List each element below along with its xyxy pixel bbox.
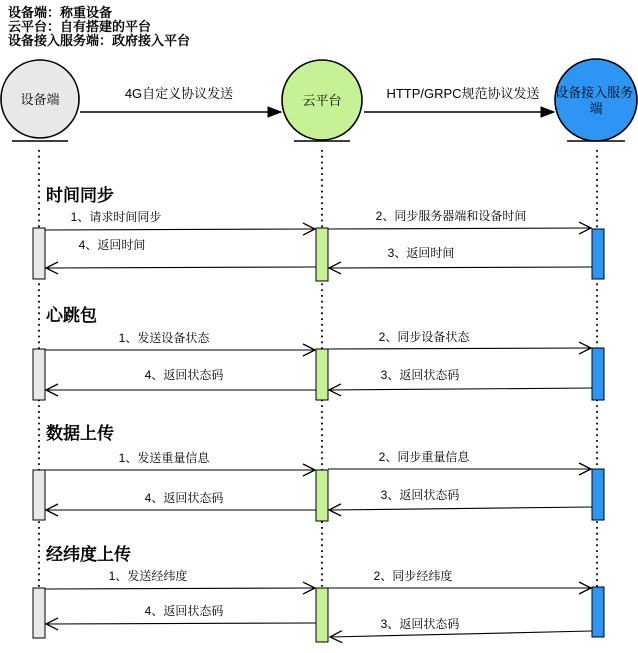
message-label: 1、请求时间同步 [70, 210, 162, 224]
legend-line-device: 设备端：称重设备 [8, 5, 113, 20]
message-line [46, 623, 316, 624]
message-label: 1、发送设备状态 [118, 331, 210, 345]
message-label: 2、同步服务器端和设备时间 [375, 209, 527, 223]
section-title-data-upload: 数据上传 [46, 424, 114, 443]
activation-bar-device [33, 470, 45, 520]
activation-bar-cloud [316, 349, 328, 400]
message-label: 4、返回时间 [78, 238, 146, 252]
message-label: 4、返回状态码 [144, 604, 224, 618]
activation-bar-cloud [316, 228, 328, 281]
actor-server-label-line2: 端 [589, 101, 603, 116]
activation-bar-device [33, 349, 45, 400]
actor-server-circle [555, 59, 637, 141]
message-label: 1、发送经纬度 [108, 569, 188, 583]
message-label: 4、返回状态码 [144, 368, 224, 382]
message-line [330, 631, 592, 637]
activation-bar-server [592, 229, 604, 279]
section-title-heartbeat: 心跳包 [46, 306, 97, 325]
message-label: 4、返回状态码 [144, 491, 224, 505]
section-title-latlng-upload: 经纬度上传 [46, 545, 131, 564]
message-label: 1、发送重量信息 [118, 451, 210, 465]
message-line [329, 507, 592, 510]
actor-device-label: 设备端 [20, 92, 60, 107]
protocol-label-cloud-to-server: HTTP/GRPC规范协议发送 [386, 86, 540, 101]
protocol-label-device-to-cloud: 4G自定义协议发送 [124, 86, 234, 101]
message-line [45, 588, 315, 589]
message-line [328, 228, 591, 229]
message-line [45, 229, 315, 230]
activation-bar-cloud [316, 588, 328, 642]
section-title-time-sync: 时间同步 [46, 186, 114, 205]
message-line [328, 348, 591, 349]
legend-line-cloud: 云平台：自有搭建的平台 [8, 19, 152, 34]
activation-bar-server [592, 587, 604, 637]
message-label: 3、返回时间 [387, 246, 455, 260]
actor-server-label-line1: 设备接入服务 [555, 85, 634, 100]
message-label: 3、返回状态码 [380, 368, 460, 382]
message-label: 2、同步重量信息 [378, 450, 470, 464]
message-label: 2、同步设备状态 [378, 330, 470, 344]
activation-bar-device [33, 228, 45, 279]
activation-bar-device [33, 588, 45, 638]
message-label: 3、返回状态码 [380, 488, 460, 502]
activation-bar-server [592, 348, 604, 400]
activation-bar-cloud [316, 470, 328, 521]
message-line [329, 267, 592, 268]
actor-cloud-label: 云平台 [302, 93, 342, 108]
message-label: 3、返回状态码 [380, 617, 460, 631]
message-line [329, 388, 592, 390]
message-label: 2、同步经纬度 [373, 569, 453, 583]
activation-bar-server [592, 469, 604, 520]
legend-line-server: 设备接入服务端：政府接入平台 [8, 33, 191, 48]
message-line [46, 267, 316, 268]
